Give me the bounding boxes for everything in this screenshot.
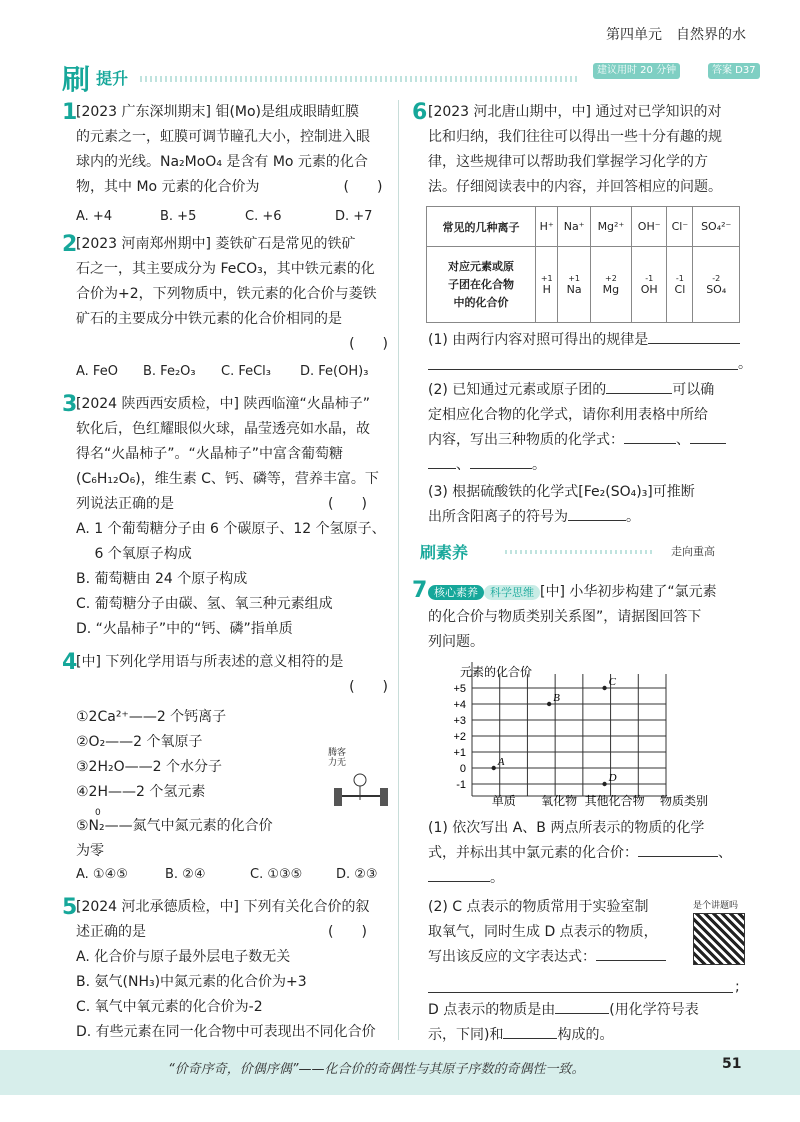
question-7 bbox=[428, 580, 717, 605]
y-axis-label: 元素的化合价 bbox=[460, 665, 533, 679]
q7-sub2-text: 构成的。 bbox=[557, 1027, 614, 1043]
valence-mark: -2 bbox=[712, 273, 721, 283]
question-5 bbox=[76, 895, 376, 1045]
q1-option: D. +7 bbox=[335, 209, 373, 224]
dotted-divider bbox=[505, 550, 655, 554]
ion-cell: Cl⁻ bbox=[667, 207, 693, 247]
q1-line: [2023 广东深圳期末] 钼(Mo)是组成眼睛虹膜 bbox=[76, 104, 360, 120]
q6-sub2-text: 、 bbox=[456, 457, 470, 473]
ion-cell: OH⁻ bbox=[632, 207, 667, 247]
q7-sub2-text: 写出该反应的文字表达式： bbox=[428, 949, 596, 965]
question-number: 1 bbox=[62, 100, 78, 125]
answer-blank bbox=[596, 960, 666, 961]
q3-option: C. 葡萄糖分子由碳、氢、氧三种元素组成 bbox=[76, 596, 333, 612]
valence-mark: +1 bbox=[540, 273, 553, 283]
q6-sub1-text: (1) 由两行内容对照可得出的规律是 bbox=[428, 332, 649, 348]
q7-line: 列问题。 bbox=[428, 634, 484, 650]
section-title-small: 提升 bbox=[96, 69, 129, 88]
n2-charge-mark: 0 bbox=[95, 808, 101, 818]
q7-sub1-line: (1) 依次写出 A、B 两点所表示的物质的化学 bbox=[428, 820, 705, 836]
valence-mark: -1 bbox=[675, 273, 684, 283]
answer-blank bbox=[428, 881, 490, 882]
question-number: 3 bbox=[62, 392, 78, 417]
q4-option: D. ②③ bbox=[336, 867, 378, 882]
q2-option: A. FeO bbox=[76, 364, 118, 379]
ion-cell: Na⁺ bbox=[558, 207, 590, 247]
q4-option: B. ②④ bbox=[165, 867, 206, 882]
answer-blank bbox=[638, 856, 718, 857]
q6-sub3-text: 。 bbox=[626, 509, 640, 525]
semicolon: ; bbox=[735, 979, 740, 995]
q2-line: 合价为+2，下列物质中，铁元素的化合价与菱铁 bbox=[76, 286, 377, 302]
q7-sub1-line bbox=[428, 841, 732, 866]
q1-option: B. +5 bbox=[160, 209, 197, 224]
point-label: A bbox=[497, 756, 505, 768]
x-tick-label: 氧化物 bbox=[541, 794, 578, 808]
answer-blank bbox=[648, 343, 740, 344]
core-literacy-badge: 核心素养 bbox=[428, 585, 484, 600]
table-head-2 bbox=[427, 247, 536, 323]
answer-blank bbox=[428, 468, 456, 469]
q6-sub2-line bbox=[428, 453, 546, 478]
answer-blank bbox=[470, 468, 532, 469]
table-head-line: 子团在化合物 bbox=[448, 277, 514, 291]
q6-line: 比和归纳，我们往往可以得出一些十分有趣的规 bbox=[428, 129, 722, 145]
answer-blank-line bbox=[428, 992, 733, 993]
q5-line: [2024 河北承德质检，中] 下列有关化合价的叙 bbox=[76, 899, 370, 915]
q2-line: [2023 河南郑州期中] 菱铁矿石是常见的铁矿 bbox=[76, 236, 356, 252]
q3-option: 6 个氧原子构成 bbox=[76, 546, 192, 562]
question-6 bbox=[428, 100, 722, 200]
q6-sub2-line bbox=[428, 428, 726, 453]
q6-line: 律，这些规律可以帮助我们掌握学习化学的方 bbox=[428, 154, 708, 170]
point-label: C bbox=[608, 676, 616, 688]
q7-sub1-line bbox=[428, 866, 504, 891]
q1-option: A. +4 bbox=[76, 209, 113, 224]
q2-line: 石之一，其主要成分为 FeCO₃，其中铁元素的化 bbox=[76, 261, 375, 277]
q5-option: D. 有些元素在同一化合物中可表现出不同化合价 bbox=[76, 1024, 376, 1040]
q1-line: 物，其中 Mo 元素的化合价为 ( ) bbox=[76, 179, 383, 195]
q5-option: B. 氨气(NH₃)中氮元素的化合价为+3 bbox=[76, 974, 307, 990]
answer-blank bbox=[503, 1038, 557, 1039]
ion-cell: SO₄²⁻ bbox=[693, 207, 740, 247]
data-point bbox=[602, 686, 606, 690]
element-symbol: Cl bbox=[674, 282, 686, 296]
q6-sub1 bbox=[428, 328, 740, 353]
section-subtitle: 走向重高 bbox=[671, 545, 715, 558]
q4-bracket: ( ) bbox=[349, 679, 388, 695]
valence-cell bbox=[590, 247, 631, 323]
q3-option: D. “火晶柿子”中的“钙、磷”指单质 bbox=[76, 621, 293, 637]
unit-title: 第四单元 自然界的水 bbox=[606, 27, 746, 43]
question-3 bbox=[76, 392, 386, 642]
q2-bracket: ( ) bbox=[349, 336, 388, 352]
valence-cell bbox=[667, 247, 693, 323]
x-axis-label: 物质类别 bbox=[660, 794, 709, 808]
y-tick-label: 0 bbox=[459, 763, 466, 775]
question-1 bbox=[76, 100, 382, 200]
q7-sub2-text: D 点表示的物质是由 bbox=[428, 1002, 556, 1018]
cartoon-caption: 腾客力无 bbox=[328, 748, 347, 768]
question-4 bbox=[76, 650, 388, 700]
q7-sub1-text: 。 bbox=[490, 870, 504, 886]
q7-sub1-text: 、 bbox=[718, 845, 732, 861]
question-number: 6 bbox=[412, 100, 428, 125]
q7-sub2-line bbox=[428, 945, 666, 970]
time-badge: 建议用时 20 分钟 bbox=[593, 63, 680, 79]
q4-item: 为零 bbox=[76, 843, 104, 859]
valence-cell bbox=[558, 247, 590, 323]
q7-sub2-text: 示，下同)和 bbox=[428, 1027, 504, 1043]
y-tick-label: +1 bbox=[453, 747, 466, 759]
page-number: 51 bbox=[722, 1056, 742, 1072]
q5-line: 述正确的是 ( ) bbox=[76, 924, 367, 940]
science-thinking-badge: 科学思维 bbox=[484, 585, 540, 600]
q4-item: ①2Ca²⁺——2 个钙离子 bbox=[76, 709, 227, 725]
y-tick-label: +5 bbox=[453, 683, 466, 695]
q6-sub2-text: 、 bbox=[676, 432, 690, 448]
element-symbol: OH bbox=[640, 282, 658, 296]
table-head-line: 中的化合价 bbox=[453, 295, 509, 309]
valence-mark: +2 bbox=[605, 273, 617, 283]
point-label: B bbox=[553, 692, 560, 704]
chart-points bbox=[492, 676, 617, 786]
q3-line: 软化后，色红耀眼似火球，晶莹透亮如水晶，故 bbox=[76, 421, 370, 437]
question-number: 2 bbox=[62, 232, 78, 257]
q7-sub2-text: (用化学符号表 bbox=[609, 1002, 699, 1018]
q6-sub3-text: 出所含阳离子的符号为 bbox=[428, 509, 568, 525]
answer-blank bbox=[690, 443, 726, 444]
q7-sub2-line bbox=[428, 1023, 613, 1048]
valence-mark: -1 bbox=[645, 273, 654, 283]
question-number: 4 bbox=[62, 650, 78, 675]
y-tick-label: +3 bbox=[453, 715, 466, 727]
y-tick-label: +4 bbox=[453, 699, 466, 711]
y-tick-label: -1 bbox=[456, 779, 466, 791]
q4-option: C. ①③⑤ bbox=[250, 867, 303, 882]
ion-cell: Mg²⁺ bbox=[590, 207, 631, 247]
table-head-line: 对应元素或原 bbox=[448, 259, 514, 273]
element-symbol: H bbox=[542, 282, 551, 296]
chart-categories bbox=[492, 793, 645, 808]
q3-line: (C₆H₁₂O₆)，维生素 C、钙、磷等，营养丰富。下 bbox=[76, 471, 379, 487]
question-2 bbox=[76, 232, 388, 357]
q3-line: 得名“火晶柿子”。“火晶柿子”中富含葡萄糖 bbox=[76, 446, 344, 462]
ion-table bbox=[426, 206, 740, 323]
q4-item: ④2H——2 个氢元素 bbox=[76, 784, 206, 800]
q3-option: A. 1 个葡萄糖分子由 6 个碳原子、12 个氢原子、 bbox=[76, 521, 386, 537]
q1-line: 的元素之一，虹膜可调节瞳孔大小，控制进入眼 bbox=[76, 129, 370, 145]
column-divider bbox=[398, 100, 399, 1040]
q7-line: [中] 小华初步构建了“氯元素 bbox=[540, 584, 717, 600]
chart-ticks bbox=[453, 683, 466, 791]
answer-blank-line bbox=[428, 369, 738, 370]
q3-line: [2024 陕西西安质检，中] 陕西临潼“火晶柿子” bbox=[76, 396, 370, 412]
answer-blank bbox=[606, 393, 672, 394]
valence-chart bbox=[420, 658, 740, 810]
answer-blank bbox=[555, 1013, 609, 1014]
qr-code[interactable] bbox=[693, 913, 745, 965]
answer-blank bbox=[624, 443, 676, 444]
q7-sub1-text: 式，并标出其中氯元素的化合价： bbox=[428, 845, 638, 861]
q4-item: ③2H₂O——2 个水分子 bbox=[76, 759, 222, 775]
q1-line: 球内的光线。Na₂MoO₄ 是含有 Mo 元素的化合 bbox=[76, 154, 368, 170]
q6-line: 法。仔细阅读表中的内容，并回答相应的问题。 bbox=[428, 179, 722, 195]
q6-sub3-line bbox=[428, 505, 640, 530]
q6-sub2-text: 。 bbox=[532, 457, 546, 473]
q7-sub2-line bbox=[428, 998, 699, 1023]
q2-option: B. Fe₂O₃ bbox=[143, 364, 196, 379]
element-symbol: Na bbox=[566, 282, 582, 296]
q6-sub2-text: 内容，写出三种物质的化学式： bbox=[428, 432, 624, 448]
element-symbol: SO₄ bbox=[706, 282, 727, 296]
q6-sub2 bbox=[428, 378, 714, 403]
question-number: 7 bbox=[412, 578, 428, 603]
q6-sub2-text: 可以确 bbox=[672, 382, 715, 398]
section-title-2: 刷素养 bbox=[420, 543, 469, 562]
q4-item: ②O₂——2 个氧原子 bbox=[76, 734, 203, 750]
valence-cell bbox=[536, 247, 558, 323]
ion-cell: H⁺ bbox=[536, 207, 558, 247]
answer-badge: 答案 D37 bbox=[708, 63, 760, 79]
answer-blank bbox=[568, 520, 626, 521]
data-point bbox=[492, 766, 496, 770]
q7-line: 的化合价与物质类别关系图”，请据图回答下 bbox=[428, 609, 702, 625]
q3-option: B. 葡萄糖由 24 个原子构成 bbox=[76, 571, 248, 587]
q6-line: [2023 河北唐山期中，中] 通过对已学知识的对 bbox=[428, 104, 722, 120]
valence-cell bbox=[632, 247, 667, 323]
qr-caption: 是个讲题吗 bbox=[693, 901, 739, 911]
dotted-divider bbox=[140, 76, 580, 82]
element-symbol: Mg bbox=[602, 282, 620, 296]
q4-items bbox=[76, 705, 226, 805]
q2-line: 矿石的主要成分中铁元素的化合价相同的是 bbox=[76, 311, 342, 327]
q6-sub2-line: 定相应化合物的化学式，请你利用表格中所给 bbox=[428, 407, 708, 423]
valence-mark: +1 bbox=[568, 273, 581, 283]
point-label: D bbox=[608, 772, 617, 784]
q4-line: [中] 下列化学用语与所表述的意义相符的是 bbox=[76, 654, 344, 670]
q6-sub3-line: (3) 根据硫酸铁的化学式[Fe₂(SO₄)₃]可推断 bbox=[428, 484, 695, 500]
q4-option: A. ①④⑤ bbox=[76, 867, 128, 882]
question-number: 5 bbox=[62, 895, 78, 920]
q5-option: A. 化合价与原子最外层电子数无关 bbox=[76, 949, 291, 965]
data-point bbox=[602, 782, 606, 786]
table-head: 常见的几种离子 bbox=[427, 207, 536, 247]
q1-option: C. +6 bbox=[245, 209, 282, 224]
period: 。 bbox=[738, 356, 752, 372]
footer-quote: “价奇序奇，价偶序偶”——化合价的奇偶性与其原子序数的奇偶性一致。 bbox=[168, 1062, 585, 1077]
q4-item: ⑤N₂——氮气中氮元素的化合价 bbox=[76, 818, 273, 834]
chart-grid bbox=[472, 662, 666, 796]
q2-option: C. FeCl₃ bbox=[221, 364, 272, 379]
q7-sub2-line: 取氧气，同时生成 D 点表示的物质， bbox=[428, 924, 658, 940]
q2-option: D. Fe(OH)₃ bbox=[300, 364, 369, 379]
x-tick-label: 单质 bbox=[491, 794, 516, 808]
x-tick-label: 其他化合物 bbox=[584, 794, 645, 808]
q5-option: C. 氧气中氧元素的化合价为-2 bbox=[76, 999, 263, 1015]
q6-sub2-text: (2) 已知通过元素或原子团的 bbox=[428, 382, 607, 398]
section-title-big: 刷 bbox=[62, 63, 91, 96]
q7-sub2-line: (2) C 点表示的物质常用于实验室制 bbox=[428, 899, 649, 915]
weightlifter-illustration bbox=[330, 770, 394, 810]
valence-cell bbox=[693, 247, 740, 323]
q3-line: 列说法正确的是 ( ) bbox=[76, 496, 367, 512]
y-tick-label: +2 bbox=[453, 731, 466, 743]
data-point bbox=[547, 702, 551, 706]
